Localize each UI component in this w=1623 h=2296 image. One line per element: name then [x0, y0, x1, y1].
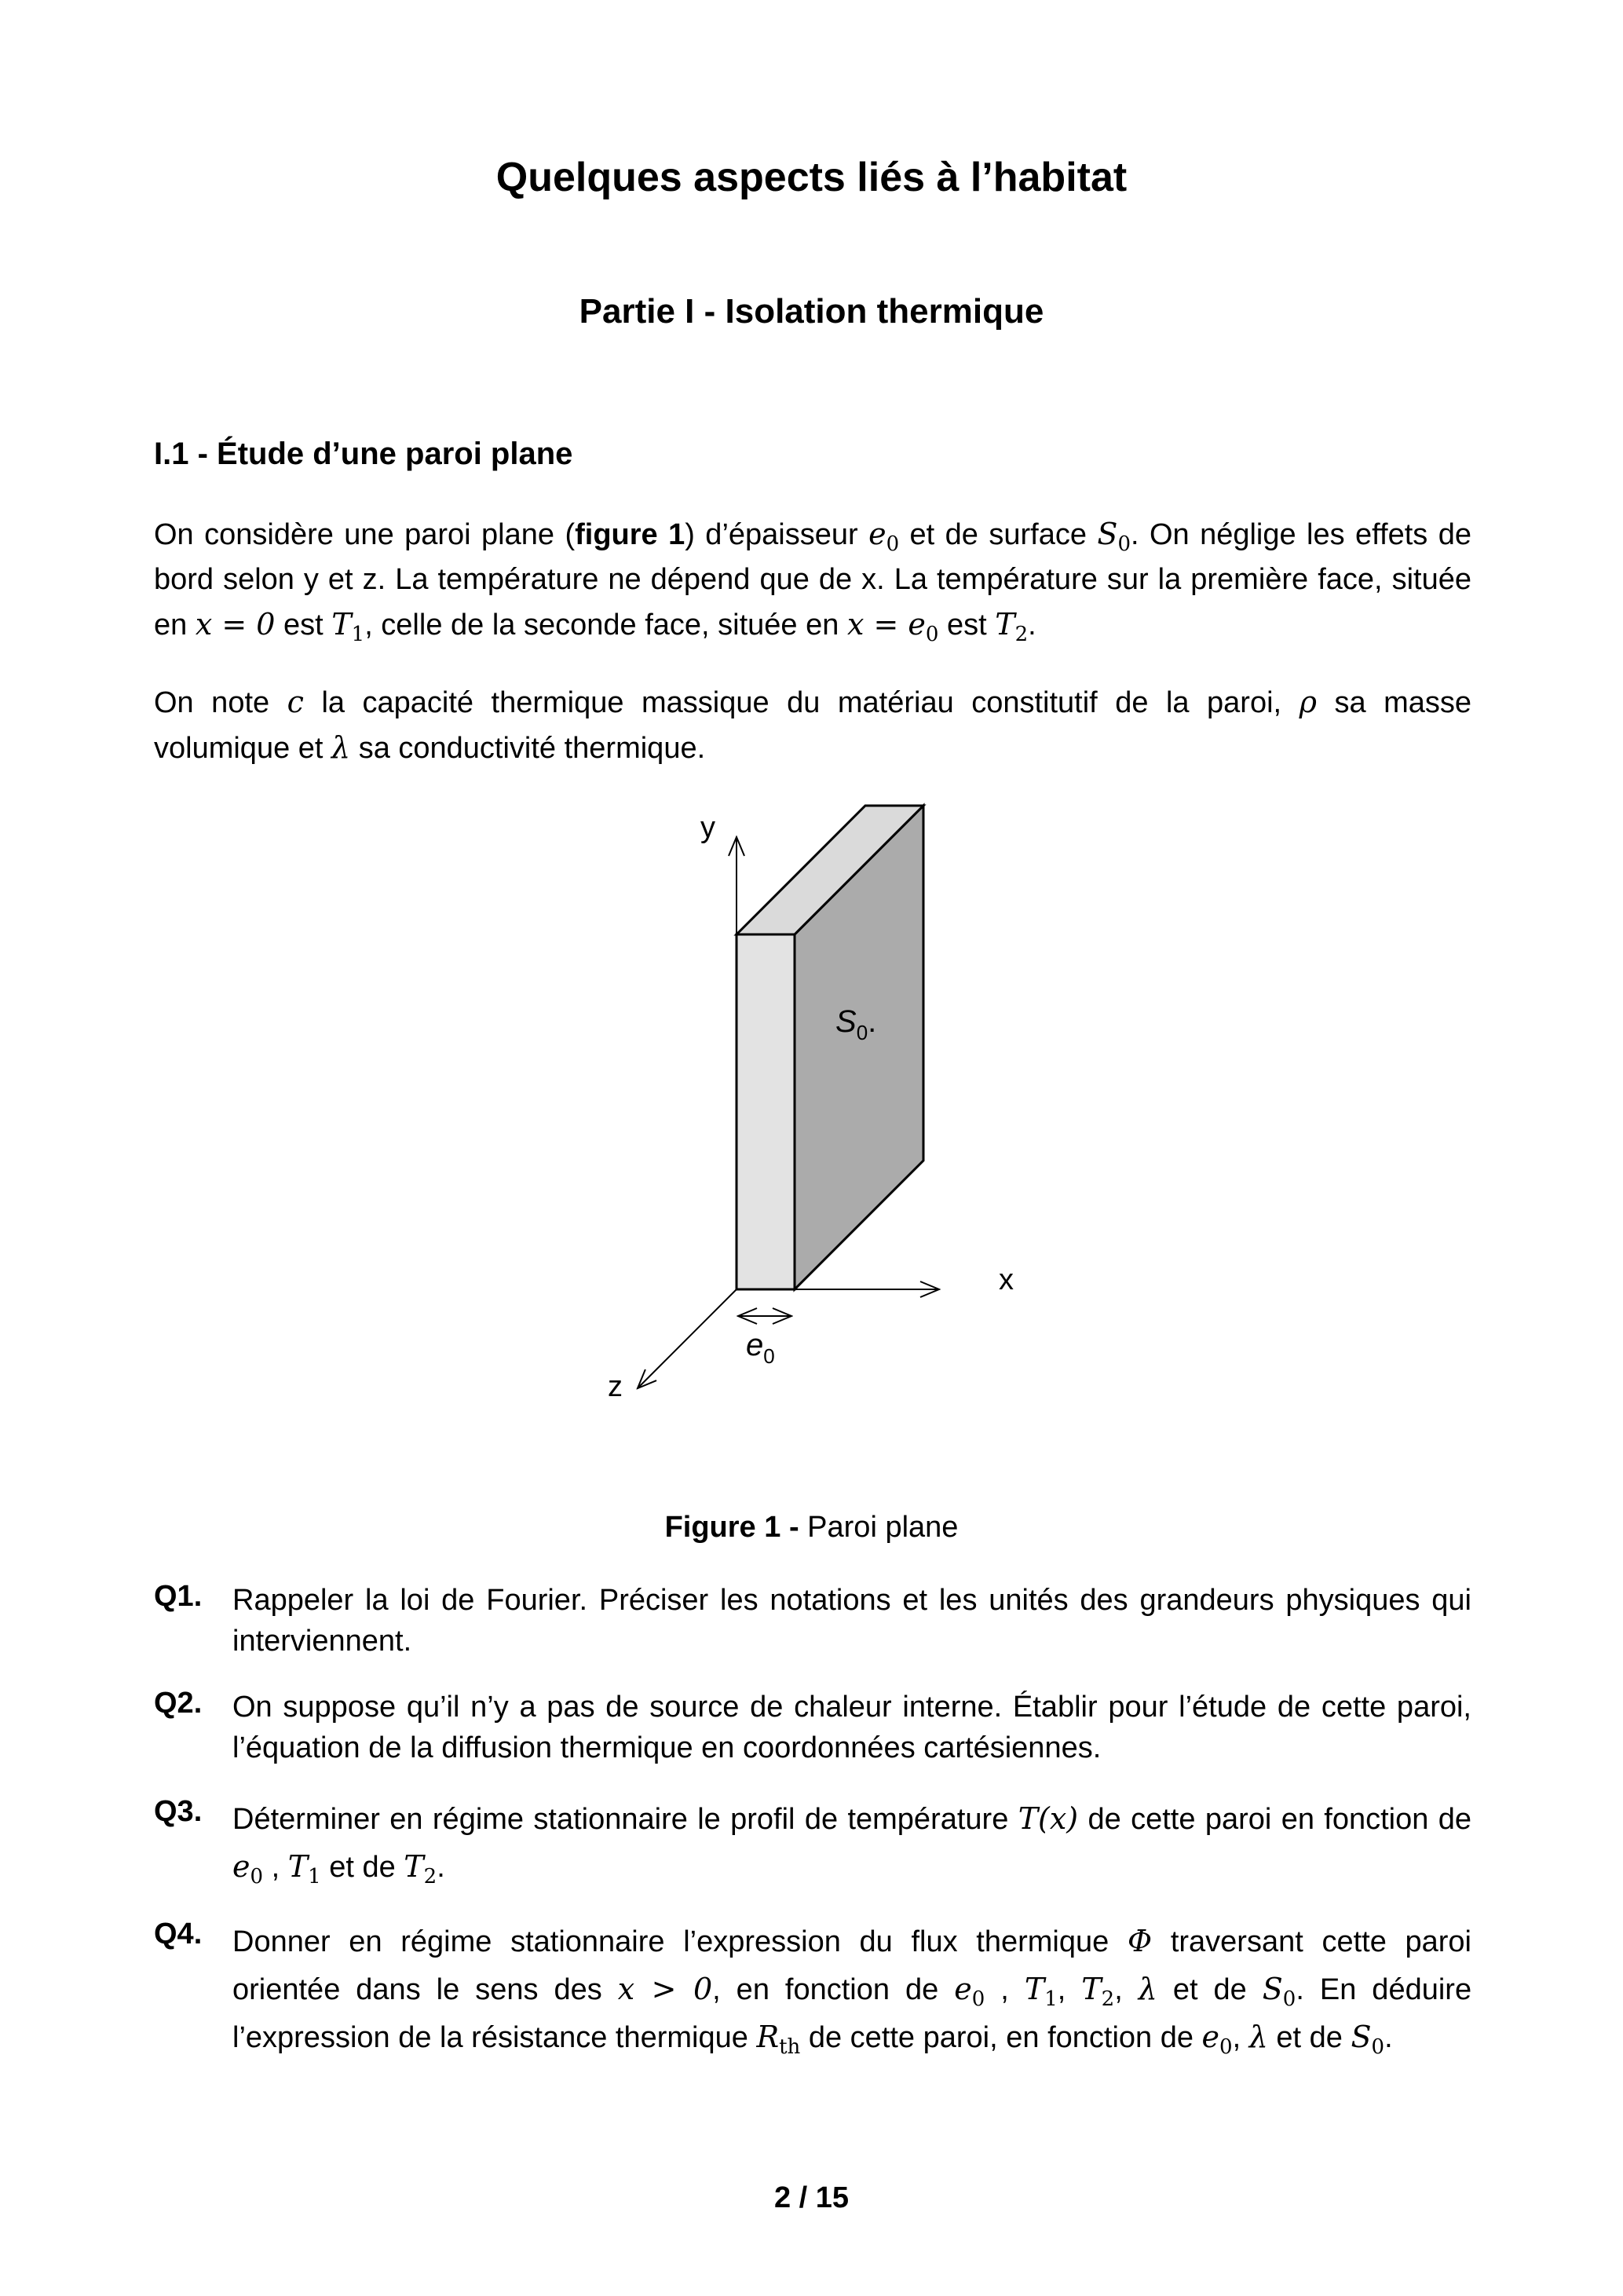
question-number: Q2. [154, 1687, 203, 1720]
question-q3 [154, 1795, 1471, 1891]
part-title: Partie I - Isolation thermique [579, 292, 1044, 331]
question-number: Q3. [154, 1795, 203, 1828]
section-title: I.1 - Étude d’une paroi plane [154, 437, 573, 471]
paragraph-notation: On note c la capacité thermique massique du matériau constitutif de la paroi, ρ sa masse volumique et λ sa conductivité thermique. [154, 685, 1471, 765]
z-axis [638, 1289, 737, 1388]
figure-reference: figure 1 [575, 518, 685, 551]
question-q1 [154, 1580, 1471, 1662]
question-text: Donner en régime stationnaire l’expression du flux thermique Φ traversant cette paroi orientée dans le sens des x > 0, en fonction de $e_0$ , $T_1$, $T_2$, λ et de $S_0$. En déduire l’expression de la résistance thermique $R_{th}$ de cette paroi, en fonction de $e_0$, λ et de $S_0$. [232, 1924, 1472, 2059]
x-axis-label: x [999, 1263, 1014, 1296]
question-number: Q1. [154, 1580, 203, 1613]
z-axis-label: z [608, 1370, 623, 1403]
page-number: 2 / 15 [773, 2181, 850, 2214]
question-q4 [154, 1918, 1471, 2061]
figure-caption: Figure 1 - Paroi plane [664, 1511, 959, 1544]
wall-front-face [737, 934, 795, 1289]
document-title: Quelques aspects liés à l’habitat [495, 155, 1128, 200]
question-text: Rappeler la loi de Fourier. Préciser les notations et les unités des grandeurs physiques qui interviennent. [232, 1584, 1471, 1658]
thickness-label: $e_0$ [746, 1328, 775, 1368]
question-number: Q4. [154, 1918, 203, 1951]
question-text: Déterminer en régime stationnaire le profil de température T(x) de cette paroi en fonction de $e_0$ , $T_1$ et de $T_2$. [232, 1801, 1472, 1888]
question-text: On suppose qu’il n’y a pas de source de chaleur interne. Établir pour l’étude de cette paroi, l’équation de la diffusion thermique en coordonnées cartésiennes. [232, 1691, 1471, 1764]
paragraph-intro: On considère une paroi plane (figure 1) d’épaisseur $e_0$ et de surface $S_0$. On néglige les effets de bord selon y et z. La température ne dépend que de x. La température sur la première face, située en x = 0 est $T_1$, celle de la seconde face, située en $x = e_0$ est $T_2$. [154, 517, 1471, 646]
question-q2 [154, 1687, 1471, 1768]
y-axis-label: y [700, 811, 715, 844]
surface-label: $S_0$. [835, 1004, 877, 1044]
